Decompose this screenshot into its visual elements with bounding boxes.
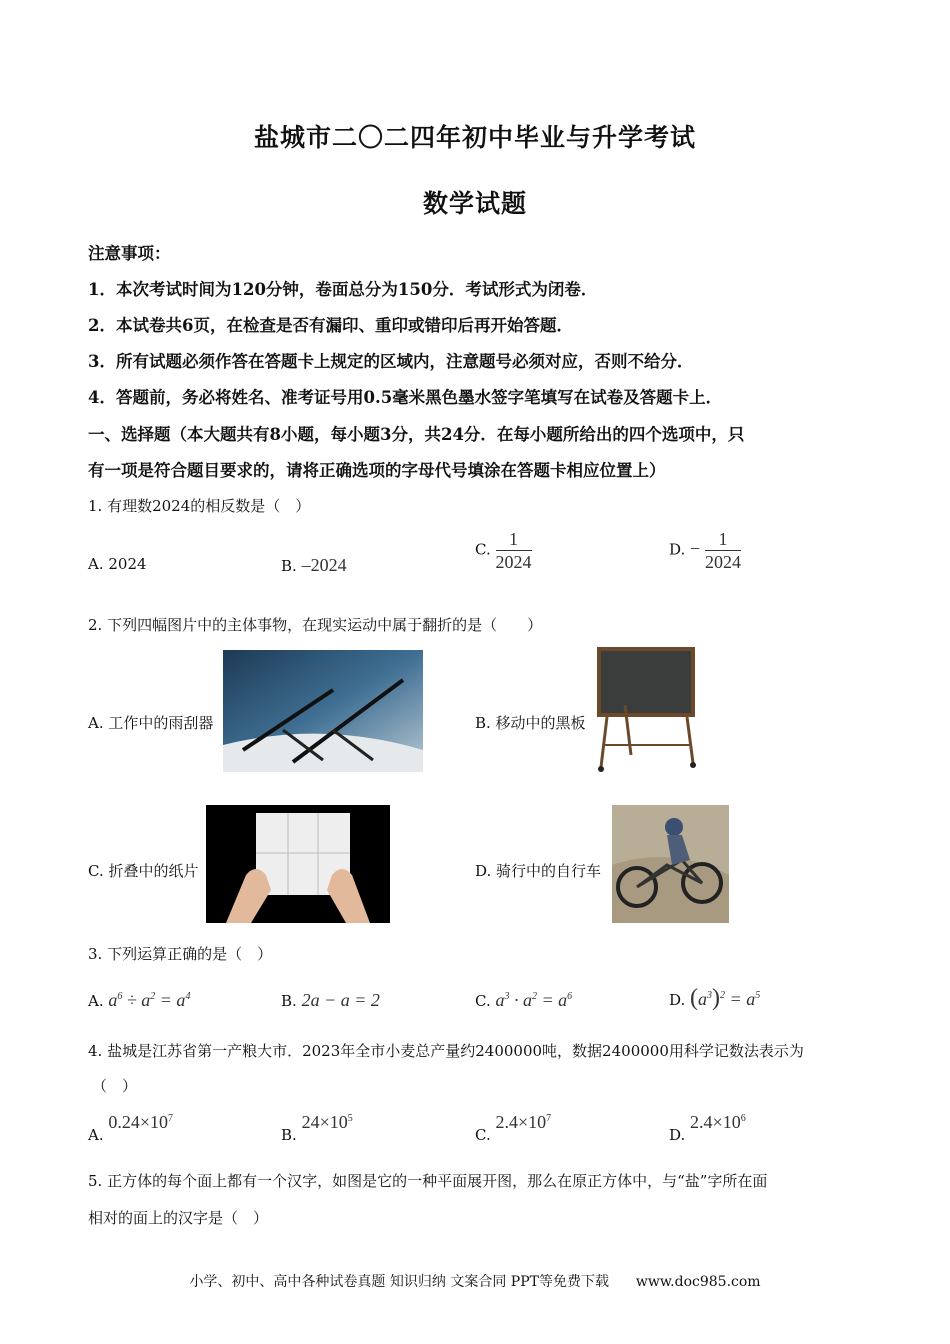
q2-option-d-label: D. 骑行中的自行车 bbox=[475, 862, 602, 880]
wiper-image bbox=[223, 650, 423, 772]
option-label: D. bbox=[669, 1126, 686, 1144]
page-title: 盐城市二〇二四年初中毕业与升学考试 bbox=[253, 123, 696, 152]
fraction bbox=[496, 528, 532, 573]
math-expression: $2.4\times 10^7$ bbox=[495, 1112, 552, 1132]
notice-item: 1．本次考试时间为120分钟，卷面总分为150分．考试形式为闭卷． bbox=[88, 280, 598, 299]
option-label: C. bbox=[475, 992, 491, 1010]
math-expression: $(a^3)^2 = a^5$ bbox=[690, 985, 761, 1011]
question-4-stem-cont: （ ） bbox=[92, 1077, 138, 1095]
blackboard-image bbox=[595, 645, 700, 773]
notice-item: 4．答题前，务必将姓名、准考证号用0.5毫米黑色墨水签字笔填写在试卷及答题卡上． bbox=[88, 388, 723, 407]
notice-heading: 注意事项： bbox=[88, 244, 171, 263]
notice-item: 3．所有试题必须作答在答题卡上规定的区域内，注意题号必须对应，否则不给分． bbox=[88, 352, 694, 371]
question-2-stem: 2. 下列四幅图片中的主体事物，在现实运动中属于翻折的是（ ） bbox=[88, 616, 543, 634]
math-expression: $a^3 \cdot a^2 = a^6$ bbox=[495, 990, 573, 1010]
option-label: B. bbox=[281, 1126, 297, 1144]
q3-option-c bbox=[475, 990, 572, 1011]
q2-option-a-label: A. 工作中的雨刮器 bbox=[88, 714, 214, 732]
question-3-stem: 3. 下列运算正确的是（ ） bbox=[88, 945, 273, 963]
fraction-numerator: 1 bbox=[496, 528, 532, 551]
option-label: C. bbox=[475, 540, 491, 559]
bicycle-image bbox=[612, 805, 729, 923]
section-heading-line1: 一、选择题（本大题共有8小题，每小题3分，共24分．在每小题所给出的四个选项中，只 bbox=[88, 425, 745, 444]
footer-url[interactable]: www.doc985.com bbox=[635, 1274, 761, 1290]
q1-option-d bbox=[669, 528, 741, 573]
fraction-numerator: 1 bbox=[705, 528, 741, 551]
question-1-stem: 1. 有理数2024的相反数是（ ） bbox=[88, 497, 311, 515]
option-value: 2024 bbox=[108, 555, 147, 573]
footer-text: 小学、初中、高中各种试卷真题 知识归纳 文案合同 PPT等免费下载 bbox=[189, 1274, 609, 1290]
page-footer bbox=[0, 1271, 950, 1291]
page-subtitle: 数学试题 bbox=[422, 189, 527, 218]
q1-option-b bbox=[281, 555, 347, 576]
question-4-stem: 4. 盐城是江苏省第一产粮大市．2023年全市小麦总产量约2400000吨，数据2400000用科学记数法表示为 bbox=[88, 1042, 804, 1060]
notice-item: 2．本试卷共6页，在检查是否有漏印、重印或错印后再开始答题． bbox=[88, 316, 573, 335]
option-value: –2024 bbox=[301, 555, 347, 575]
math-expression: $24\times 10^5$ bbox=[301, 1112, 353, 1132]
option-label: C. bbox=[475, 1126, 491, 1144]
minus-sign: − bbox=[690, 538, 701, 559]
folding-paper-image bbox=[206, 805, 390, 923]
math-expression: $2.4\times 10^6$ bbox=[690, 1112, 746, 1132]
option-label: A. bbox=[88, 555, 104, 573]
q3-option-d bbox=[669, 985, 760, 1012]
q3-option-a bbox=[88, 990, 190, 1011]
option-label: A. bbox=[88, 992, 104, 1010]
q2-option-c-label: C. 折叠中的纸片 bbox=[88, 862, 199, 880]
section-heading-line2: 有一项是符合题目要求的，请将正确选项的字母代号填涂在答题卡相应位置上） bbox=[88, 461, 666, 480]
q4-option-b bbox=[281, 1112, 353, 1144]
math-expression: $0.24\times 10^7$ bbox=[108, 1112, 174, 1132]
option-label: D. bbox=[669, 540, 686, 559]
option-label: B. bbox=[281, 992, 297, 1010]
option-label: D. bbox=[669, 991, 686, 1009]
question-5-stem: 5. 正方体的每个面上都有一个汉字，如图是它的一种平面展开图，那么在原正方体中，与“盐”字所在面 bbox=[88, 1172, 768, 1190]
q1-option-a bbox=[88, 555, 147, 573]
question-5-stem-cont: 相对的面上的汉字是（ ） bbox=[88, 1209, 269, 1227]
fraction bbox=[705, 528, 741, 573]
q4-option-c bbox=[475, 1112, 552, 1144]
fraction-denominator: 2024 bbox=[495, 552, 532, 572]
q3-option-b bbox=[281, 990, 380, 1011]
fraction-denominator: 2024 bbox=[704, 552, 741, 572]
math-expression: 2a − a = 2 bbox=[301, 990, 380, 1010]
q1-option-c bbox=[475, 528, 532, 573]
math-expression: $a^6 \div a^2 = a^4$ bbox=[108, 990, 191, 1010]
q2-option-b-label: B. 移动中的黑板 bbox=[475, 714, 586, 732]
option-label: A. bbox=[88, 1126, 104, 1144]
option-label: B. bbox=[281, 557, 297, 575]
q4-option-a bbox=[88, 1112, 174, 1144]
q4-option-d bbox=[669, 1112, 746, 1144]
